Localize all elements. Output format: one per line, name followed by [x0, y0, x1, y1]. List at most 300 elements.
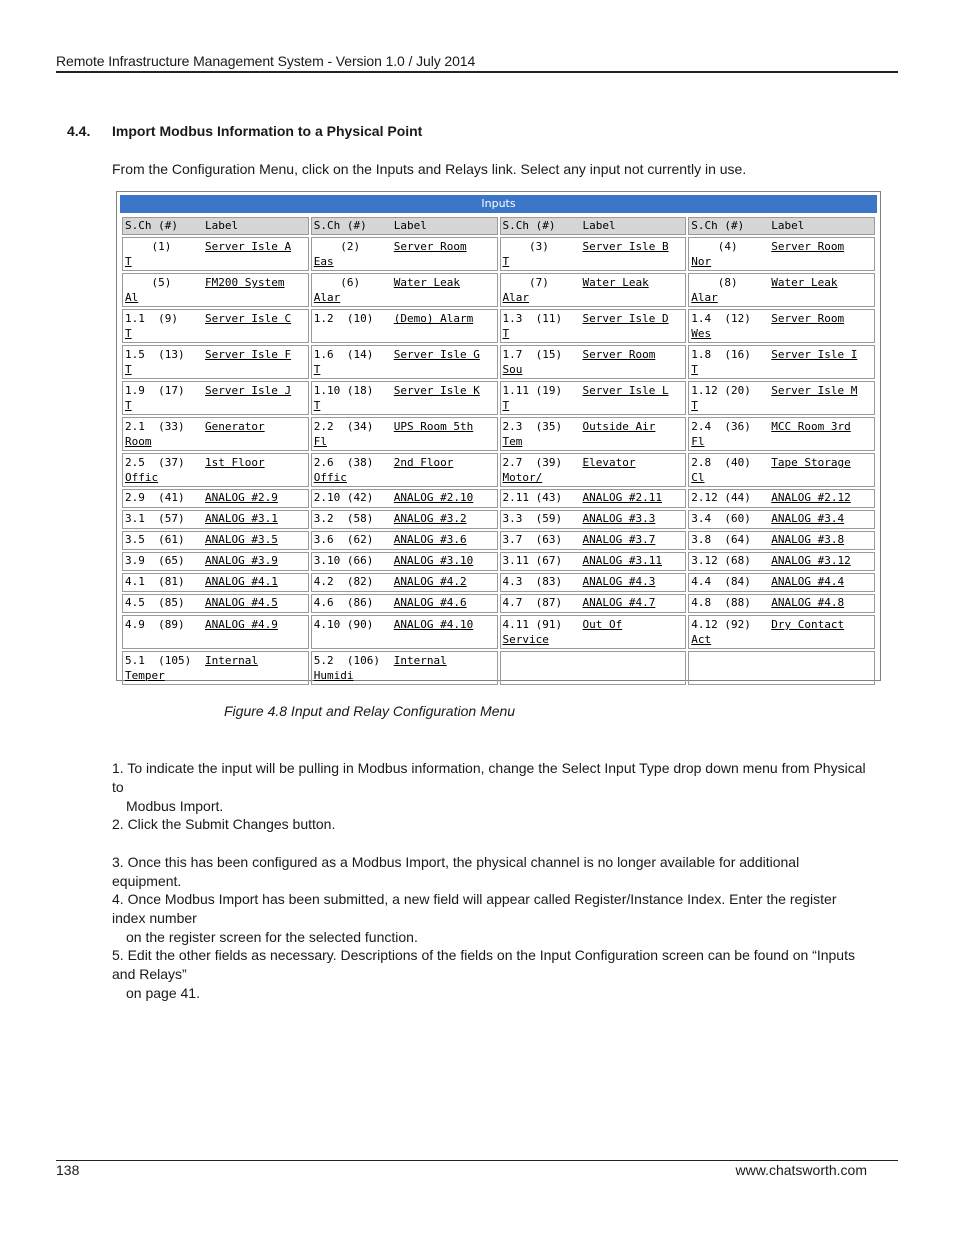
input-label-continued[interactable]: T [125, 363, 132, 376]
input-cell [122, 345, 309, 379]
step-text-continued: on page 41. [126, 985, 200, 1001]
input-cell [688, 510, 875, 529]
input-channel-number: 3.1 (57) [125, 512, 185, 525]
input-label-link[interactable]: Dry Contact [771, 618, 845, 631]
input-channel-number: 4.2 (82) [313, 575, 374, 588]
input-cell [122, 510, 309, 529]
input-channel-number: 4.11 (91) [502, 618, 563, 631]
input-channel-number: 2.9 (41) [125, 491, 185, 504]
input-label-link[interactable]: ANALOG #3.9 [205, 554, 278, 567]
input-cell [500, 651, 687, 685]
footer-url: www.chatsworth.com [735, 1162, 867, 1178]
input-cell-line [691, 617, 872, 632]
table-row [122, 510, 875, 529]
step-text-continued: Modbus Import. [126, 798, 224, 814]
input-label-link[interactable]: ANALOG #3.4 [771, 512, 845, 525]
table-row [122, 381, 875, 415]
input-channel-number: (4) [691, 240, 738, 253]
input-label-link[interactable]: Server Isle M [771, 384, 858, 397]
input-channel-number: 4.5 (85) [125, 596, 185, 609]
col-header [122, 217, 309, 235]
input-cell-line [691, 275, 872, 290]
inputs-panel [116, 191, 881, 681]
input-cell [500, 552, 687, 571]
input-channel-number: 3.2 (58) [313, 512, 374, 525]
input-channel-number: (8) [691, 276, 738, 289]
header-rule [56, 71, 898, 73]
input-channel-number: (1) [125, 240, 172, 253]
input-cell [122, 552, 309, 571]
input-cell-line [125, 617, 306, 632]
input-cell-line [314, 574, 495, 590]
input-label-link[interactable]: ANALOG #3.2 [393, 512, 467, 525]
input-label-continued[interactable]: T [502, 399, 510, 412]
input-label-link[interactable]: ANALOG #4.10 [393, 618, 474, 631]
input-cell-line [125, 553, 306, 569]
input-cell [688, 381, 875, 415]
input-label-link[interactable]: ANALOG #3.3 [582, 512, 656, 525]
table-row [122, 237, 875, 271]
input-cell [500, 381, 687, 415]
input-label-link[interactable]: ANALOG #4.8 [771, 596, 845, 609]
input-label-link[interactable]: ANALOG #3.8 [771, 533, 845, 546]
input-label-link[interactable]: Water Leak [393, 276, 460, 289]
input-cell [688, 453, 875, 487]
input-label-link[interactable]: ANALOG #2.12 [771, 491, 851, 504]
input-channel-number: 4.6 (86) [313, 596, 374, 609]
input-label-continued[interactable]: T [125, 327, 132, 340]
input-cell-line [125, 574, 306, 590]
input-channel-number: 3.4 (60) [691, 512, 751, 525]
input-cell [311, 453, 498, 487]
input-cell [311, 489, 498, 508]
input-channel-number: 4.10 (90) [313, 618, 374, 631]
input-label-link[interactable]: ANALOG #4.3 [582, 575, 656, 588]
input-label-continued[interactable]: Motor/ [502, 471, 543, 484]
input-channel-number: 1.1 (9) [125, 312, 178, 325]
input-label-link[interactable]: ANALOG #3.1 [205, 512, 278, 525]
input-channel-number: 4.7 (87) [502, 596, 563, 609]
input-channel-number: 2.1 (33) [125, 420, 185, 433]
input-channel-number: (2) [313, 240, 361, 253]
input-cell-line [314, 532, 495, 548]
input-cell [122, 615, 309, 649]
input-cell [688, 345, 875, 379]
input-cell-line [691, 347, 872, 362]
input-channel-number: 3.3 (59) [502, 512, 563, 525]
input-cell-line [691, 311, 872, 326]
table-row [122, 651, 875, 685]
input-label-continued[interactable]: Offic [125, 471, 159, 484]
input-channel-number: 2.11 (43) [502, 491, 563, 504]
input-label-continued[interactable]: Cl [691, 471, 705, 484]
input-cell-line [503, 455, 684, 470]
input-cell [122, 309, 309, 343]
input-cell [688, 651, 875, 685]
input-cell [500, 510, 687, 529]
table-header-row [122, 217, 875, 235]
col-header-sch: S.Ch (#) [125, 219, 178, 232]
input-label-link[interactable]: MCC Room 3rd [771, 420, 851, 433]
input-cell-line [503, 490, 684, 506]
input-cell [500, 237, 687, 271]
input-channel-number: 3.6 (62) [313, 533, 374, 546]
input-label-continued[interactable]: Wes [691, 327, 712, 340]
input-label-link[interactable]: Water Leak [582, 276, 649, 289]
input-cell [311, 552, 498, 571]
input-label-link[interactable]: ANALOG #3.12 [771, 554, 851, 567]
input-channel-number: 1.3 (11) [502, 312, 563, 325]
input-label-continued[interactable]: Al [125, 291, 139, 304]
input-cell-line [314, 617, 495, 632]
input-cell [688, 417, 875, 451]
input-label-link[interactable]: (Demo) Alarm [393, 312, 474, 325]
col-header [500, 217, 687, 235]
input-label-link[interactable]: ANALOG #2.10 [393, 491, 474, 504]
inputs-table [120, 215, 877, 687]
input-cell [311, 237, 498, 271]
input-label-link[interactable]: Generator [205, 420, 265, 433]
input-cell-line [503, 347, 684, 362]
input-cell [688, 615, 875, 649]
input-cell [122, 273, 309, 307]
input-label-link[interactable]: Out Of [582, 618, 623, 631]
input-label-continued[interactable]: Alar [502, 291, 529, 304]
input-label-link[interactable]: Server Isle A [205, 240, 292, 253]
input-cell-line [503, 383, 684, 398]
input-cell [122, 651, 309, 685]
input-cell-line [314, 455, 495, 470]
input-cell-line [314, 490, 495, 506]
input-cell [500, 531, 687, 550]
input-cell [122, 453, 309, 487]
input-cell [122, 594, 309, 613]
step-text: 5. Edit the other fields as necessary. Descriptions of the fields on the Input Configuration screen can be found on “Inputs and Relays” [112, 947, 855, 982]
input-label-continued[interactable]: Act [691, 633, 712, 646]
input-label-link[interactable]: Server Isle L [582, 384, 669, 397]
input-cell-line [503, 617, 684, 632]
input-cell-line [503, 574, 684, 590]
section-title: Import Modbus Information to a Physical Point [112, 123, 423, 139]
input-label-link[interactable]: Server Isle G [393, 348, 480, 361]
list-item [112, 759, 872, 816]
input-cell-line [125, 532, 306, 548]
input-channel-number: 1.5 (13) [125, 348, 185, 361]
input-label-continued[interactable]: T [502, 327, 510, 340]
input-label-continued[interactable]: T [691, 363, 698, 376]
input-cell-line [691, 239, 872, 254]
input-channel-number: (7) [502, 276, 549, 289]
input-label-link[interactable]: Outside Air [582, 420, 656, 433]
input-label-continued[interactable]: T [691, 399, 698, 412]
input-channel-number: 1.4 (12) [691, 312, 751, 325]
col-header-sch: S.Ch (#) [313, 219, 367, 232]
page-number: 138 [56, 1162, 80, 1178]
input-label-link[interactable]: Server Isle D [582, 312, 669, 325]
col-header-label: Label [771, 219, 805, 232]
input-channel-number: (6) [313, 276, 361, 289]
input-label-link[interactable]: ANALOG #4.7 [582, 596, 656, 609]
input-cell [311, 417, 498, 451]
input-cell [311, 615, 498, 649]
input-label-link[interactable]: Server Isle J [205, 384, 292, 397]
input-channel-number: 2.10 (42) [313, 491, 374, 504]
input-label-continued[interactable]: Alar [313, 291, 341, 304]
input-label-continued[interactable]: Eas [313, 255, 334, 268]
input-label-link[interactable]: Elevator [582, 456, 636, 469]
figure-caption: Figure 4.8 Input and Relay Configuration Menu [224, 703, 516, 719]
section-number: 4.4. [67, 123, 91, 139]
input-channel-number: (3) [502, 240, 549, 253]
input-label-continued[interactable]: Offic [313, 471, 347, 484]
input-label-link[interactable]: ANALOG #4.1 [205, 575, 278, 588]
input-label-link[interactable]: Server Room [393, 240, 467, 253]
input-label-link[interactable]: Server Room [771, 240, 845, 253]
input-label-link[interactable]: ANALOG #4.6 [393, 596, 467, 609]
input-cell [311, 531, 498, 550]
table-row [122, 573, 875, 592]
input-cell-line [503, 532, 684, 548]
table-row [122, 615, 875, 649]
input-cell-line [691, 574, 872, 590]
input-label-continued[interactable]: Room [125, 435, 152, 448]
table-row [122, 594, 875, 613]
input-label-continued[interactable]: Fl [313, 435, 327, 448]
input-label-link[interactable]: UPS Room 5th [393, 420, 474, 433]
input-cell-line [691, 595, 872, 611]
input-channel-number: 2.8 (40) [691, 456, 751, 469]
input-cell [688, 237, 875, 271]
input-cell [311, 510, 498, 529]
list-item [112, 853, 872, 891]
input-cell-line [125, 275, 306, 290]
input-channel-number: 4.1 (81) [125, 575, 185, 588]
input-cell [311, 273, 498, 307]
input-channel-number: 4.3 (83) [502, 575, 563, 588]
input-label-continued[interactable]: T [125, 399, 132, 412]
input-label-link[interactable]: Tape Storage [771, 456, 851, 469]
input-cell-line [314, 239, 495, 254]
input-label-link[interactable]: Server Isle C [205, 312, 292, 325]
input-label-link[interactable]: ANALOG #4.9 [205, 618, 278, 631]
input-label-link[interactable]: ANALOG #4.2 [393, 575, 467, 588]
input-label-link[interactable]: 1st Floor [205, 456, 265, 469]
input-cell-line [314, 419, 495, 434]
step-text-continued: on the register screen for the selected function. [126, 929, 418, 945]
input-cell-line [314, 347, 495, 362]
input-label-link[interactable]: ANALOG #3.7 [582, 533, 656, 546]
input-cell [311, 573, 498, 592]
input-label-continued[interactable]: T [313, 363, 321, 376]
input-channel-number: 3.8 (64) [691, 533, 751, 546]
input-cell [500, 345, 687, 379]
input-cell-line [314, 553, 495, 569]
input-channel-number: 2.3 (35) [502, 420, 563, 433]
input-label-link[interactable]: Internal [205, 654, 258, 667]
input-label-link[interactable]: Server Isle F [205, 348, 292, 361]
input-label-link[interactable]: Server Isle I [771, 348, 858, 361]
input-label-link[interactable]: 2nd Floor [393, 456, 454, 469]
input-cell-line [125, 239, 306, 254]
input-cell-line [691, 532, 872, 548]
input-cell-line [314, 311, 495, 326]
input-channel-number: 2.7 (39) [502, 456, 563, 469]
step-text: 3. Once this has been configured as a Modbus Import, the physical channel is no longer available for additional equipment. [112, 854, 800, 889]
running-header: Remote Infrastructure Management System - Version 1.0 / July 2014 [56, 53, 476, 69]
input-cell-line [125, 455, 306, 470]
input-channel-number: 3.12 (68) [691, 554, 751, 567]
input-cell [122, 531, 309, 550]
input-label-continued[interactable]: Alar [691, 291, 718, 304]
input-cell-line [503, 239, 684, 254]
input-channel-number: 1.12 (20) [691, 384, 751, 397]
input-cell-line [503, 419, 684, 434]
input-label-continued[interactable]: Nor [691, 255, 712, 268]
input-label-link[interactable]: ANALOG #4.5 [205, 596, 278, 609]
table-row [122, 489, 875, 508]
input-cell [311, 651, 498, 685]
table-row [122, 417, 875, 451]
input-cell [500, 417, 687, 451]
input-label-link[interactable]: Water Leak [771, 276, 838, 289]
input-channel-number: 2.2 (34) [313, 420, 374, 433]
input-cell-line [125, 490, 306, 506]
table-row [122, 273, 875, 307]
input-label-continued[interactable]: Sou [502, 363, 523, 376]
table-row [122, 345, 875, 379]
input-cell-line [314, 275, 495, 290]
input-label-link[interactable]: Internal [393, 654, 447, 667]
input-cell [122, 417, 309, 451]
list-item [112, 815, 872, 834]
input-label-link[interactable]: Server Isle K [393, 384, 480, 397]
input-cell-line [314, 595, 495, 611]
input-label-continued[interactable]: Fl [691, 435, 705, 448]
input-cell [311, 381, 498, 415]
input-cell [500, 615, 687, 649]
col-header-label: Label [205, 219, 239, 232]
input-cell [500, 489, 687, 508]
input-cell-line [503, 595, 684, 611]
table-row [122, 552, 875, 571]
input-label-link[interactable]: FM200 System [205, 276, 285, 289]
input-cell-line [125, 653, 306, 668]
footer-rule [56, 1160, 898, 1161]
input-channel-number: 1.6 (14) [313, 348, 374, 361]
input-label-link[interactable]: Server Room [582, 348, 656, 361]
input-label-continued[interactable]: Temper [125, 669, 165, 682]
list-item [112, 946, 872, 1003]
input-channel-number: 1.10 (18) [313, 384, 374, 397]
input-cell-line [125, 419, 306, 434]
input-channel-number: 4.8 (88) [691, 596, 751, 609]
col-header [688, 217, 875, 235]
col-header-label: Label [393, 219, 427, 232]
step-text: 4. Once Modbus Import has been submitted, a new field will appear called Register/Instance Index. Enter the register index number [112, 891, 837, 926]
input-cell-line [691, 455, 872, 470]
input-cell [688, 309, 875, 343]
input-cell-line [314, 511, 495, 527]
table-row [122, 453, 875, 487]
input-channel-number: 5.2 (106) [313, 654, 380, 667]
input-cell-line [503, 511, 684, 527]
input-channel-number: 3.7 (63) [502, 533, 563, 546]
input-label-link[interactable]: ANALOG #2.11 [582, 491, 662, 504]
input-label-link[interactable]: ANALOG #3.5 [205, 533, 278, 546]
col-header [311, 217, 498, 235]
input-label-continued[interactable]: Tem [502, 435, 523, 448]
input-channel-number: 2.5 (37) [125, 456, 185, 469]
col-header-label: Label [582, 219, 616, 232]
input-cell-line [314, 653, 495, 668]
input-cell [500, 594, 687, 613]
list-item [112, 890, 872, 947]
input-cell-line [691, 490, 872, 506]
input-label-link[interactable]: Server Isle B [582, 240, 669, 253]
input-channel-number: 1.11 (19) [502, 384, 563, 397]
input-channel-number: 2.4 (36) [691, 420, 751, 433]
input-cell [500, 309, 687, 343]
input-cell-line [125, 383, 306, 398]
col-header-sch: S.Ch (#) [502, 219, 556, 232]
input-cell-line [314, 383, 495, 398]
input-cell-line [125, 595, 306, 611]
input-label-link[interactable]: ANALOG #3.6 [393, 533, 467, 546]
input-label-link[interactable]: ANALOG #4.4 [771, 575, 845, 588]
input-label-continued[interactable]: T [502, 255, 510, 268]
input-cell [122, 237, 309, 271]
input-channel-number: 4.9 (89) [125, 618, 185, 631]
table-row [122, 309, 875, 343]
input-cell-line [691, 383, 872, 398]
input-channel-number: (5) [125, 276, 172, 289]
inputs-panel-title: Inputs [120, 195, 877, 213]
input-label-continued[interactable]: T [313, 399, 321, 412]
input-cell [500, 573, 687, 592]
input-cell [122, 573, 309, 592]
input-cell [688, 273, 875, 307]
input-cell-line [503, 553, 684, 569]
input-label-continued[interactable]: T [125, 255, 132, 268]
input-cell-line [503, 311, 684, 326]
input-label-link[interactable]: Server Room [771, 312, 845, 325]
input-channel-number: 1.9 (17) [125, 384, 185, 397]
input-cell [688, 489, 875, 508]
input-cell [122, 489, 309, 508]
input-label-continued[interactable]: Humidi [313, 669, 354, 682]
input-channel-number: 2.6 (38) [313, 456, 374, 469]
input-channel-number: 3.11 (67) [502, 554, 563, 567]
input-channel-number: 5.1 (105) [125, 654, 192, 667]
input-cell [311, 594, 498, 613]
input-label-link[interactable]: ANALOG #2.9 [205, 491, 278, 504]
input-label-link[interactable]: ANALOG #3.10 [393, 554, 474, 567]
col-header-sch: S.Ch (#) [691, 219, 745, 232]
input-label-continued[interactable]: Service [502, 633, 549, 646]
input-channel-number: 3.9 (65) [125, 554, 185, 567]
input-cell [688, 594, 875, 613]
input-label-link[interactable]: ANALOG #3.11 [582, 554, 662, 567]
step-text: 1. To indicate the input will be pulling in Modbus information, change the Select Input Type drop down menu from Physical to [112, 760, 866, 795]
input-cell-line [503, 275, 684, 290]
input-channel-number: 3.5 (61) [125, 533, 185, 546]
input-cell-line [125, 311, 306, 326]
intro-paragraph: From the Configuration Menu, click on the Inputs and Relays link. Select any input not currently in use. [112, 161, 747, 177]
step-text: 2. Click the Submit Changes button. [112, 816, 336, 832]
input-cell [122, 381, 309, 415]
input-channel-number: 3.10 (66) [313, 554, 374, 567]
input-cell-line [691, 419, 872, 434]
